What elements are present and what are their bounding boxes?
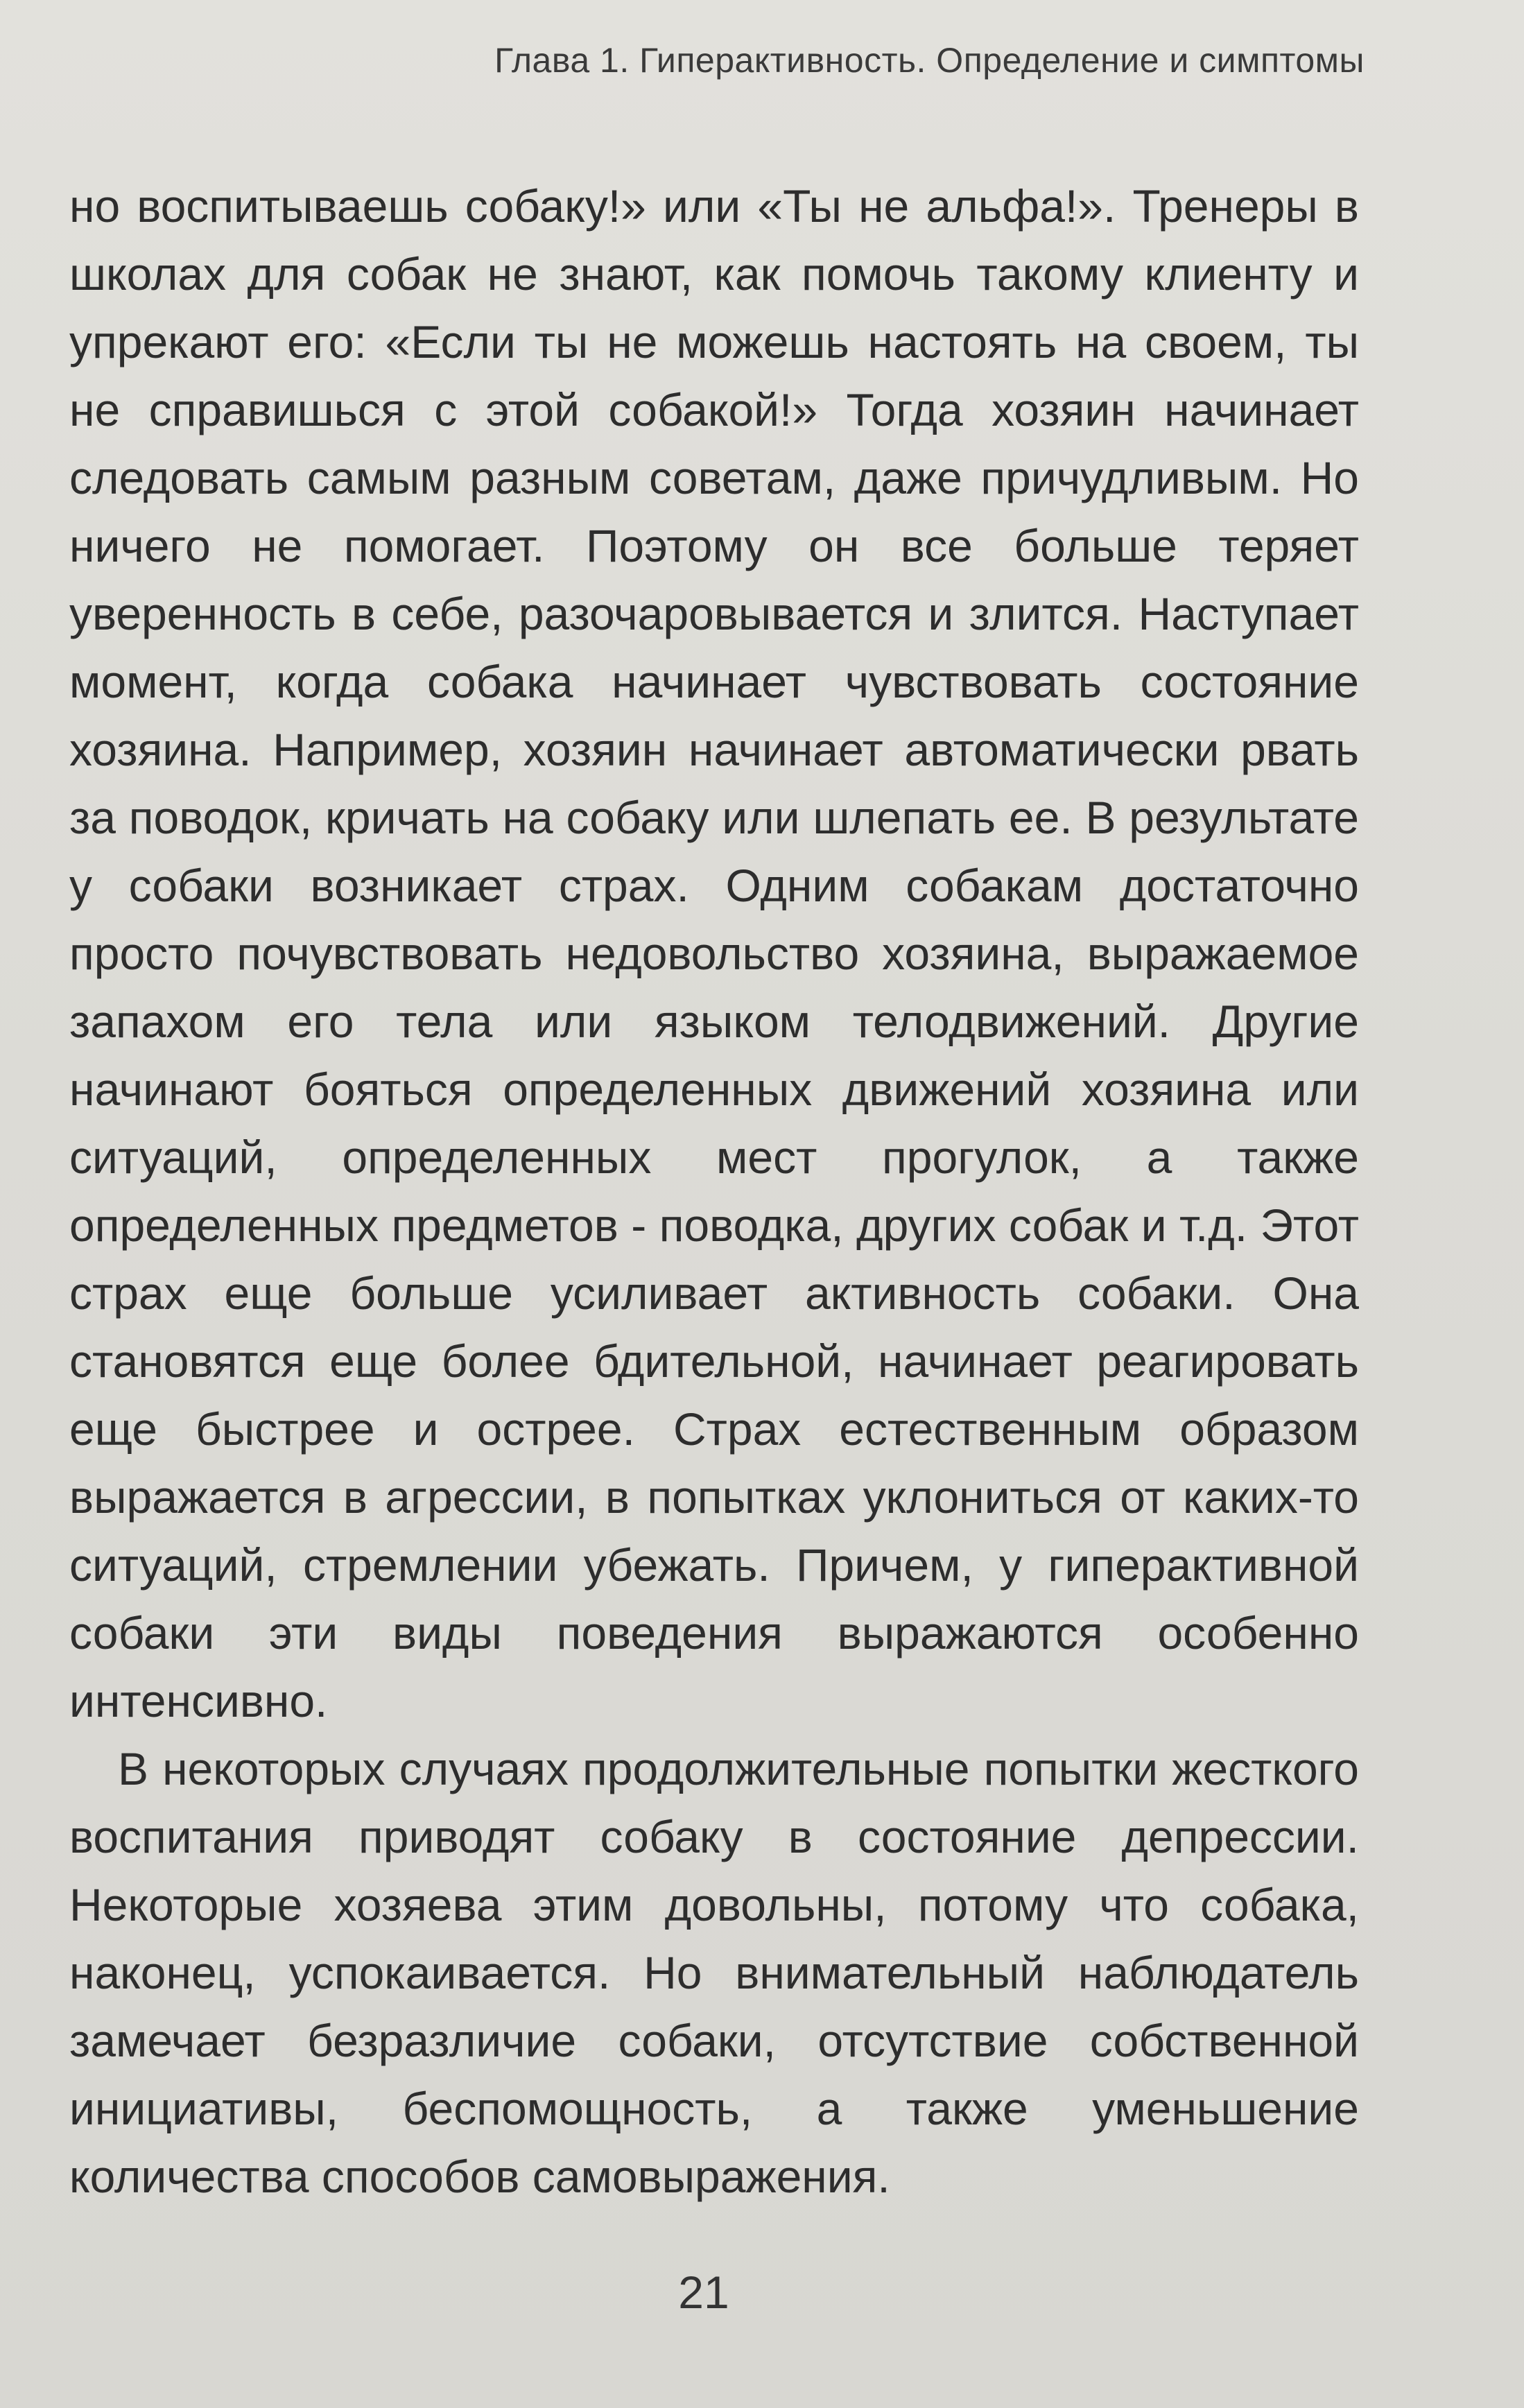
body-text	[69, 172, 1359, 2210]
paragraph: но воспитываешь собаку!» или «Ты не альфа!». Тренеры в школах для собак не знают, как помочь такому клиенту и упрекают его: «Если ты не можешь настоять на своем, ты не справишься с этой собакой!» Тогда хозяин начинает следовать самым разным советам, даже причудливым. Но ничего не помогает. Поэтому он все больше теряет уверенность в себе, разочаровывается и злится. Наступает момент, когда собака начинает чувствовать состояние хозяина. Например, хозяин начинает автоматически рвать за поводок, кричать на собаку или шлепать ее. В результате у собаки возникает страх. Одним собакам достаточно просто почувствовать недовольство хозяина, выражаемое запахом его тела или языком телодвижений. Другие начинают бояться определенных движений хозяина или ситуаций, определенных мест прогулок, а также определенных предметов - поводка, других собак и т.д. Этот страх еще больше усиливает активность собаки. Она становятся еще более бдительной, начинает реагировать еще быстрее и острее. Страх естественным образом выражается в агрессии, в попытках уклониться от каких-то ситуаций, стремлении убежать. Причем, у гиперактивной собаки эти виды поведения выражаются особенно интенсивно.	[69, 180, 1359, 1726]
running-head: Глава 1. Гиперактивность. Определение и симптомы	[494, 41, 1365, 80]
page-number: 21	[678, 2267, 729, 2318]
paragraph: В некоторых случаях продолжительные попытки жесткого воспитания приводят собаку в состояние депрессии. Некоторые хозяева этим довольны, потому что собака, наконец, успокаивается. Но внимательный наблюдатель замечает безразличие собаки, отсутствие собственной инициативы, беспомощность, а также уменьшение количества способов самовыражения.	[69, 1743, 1359, 2202]
